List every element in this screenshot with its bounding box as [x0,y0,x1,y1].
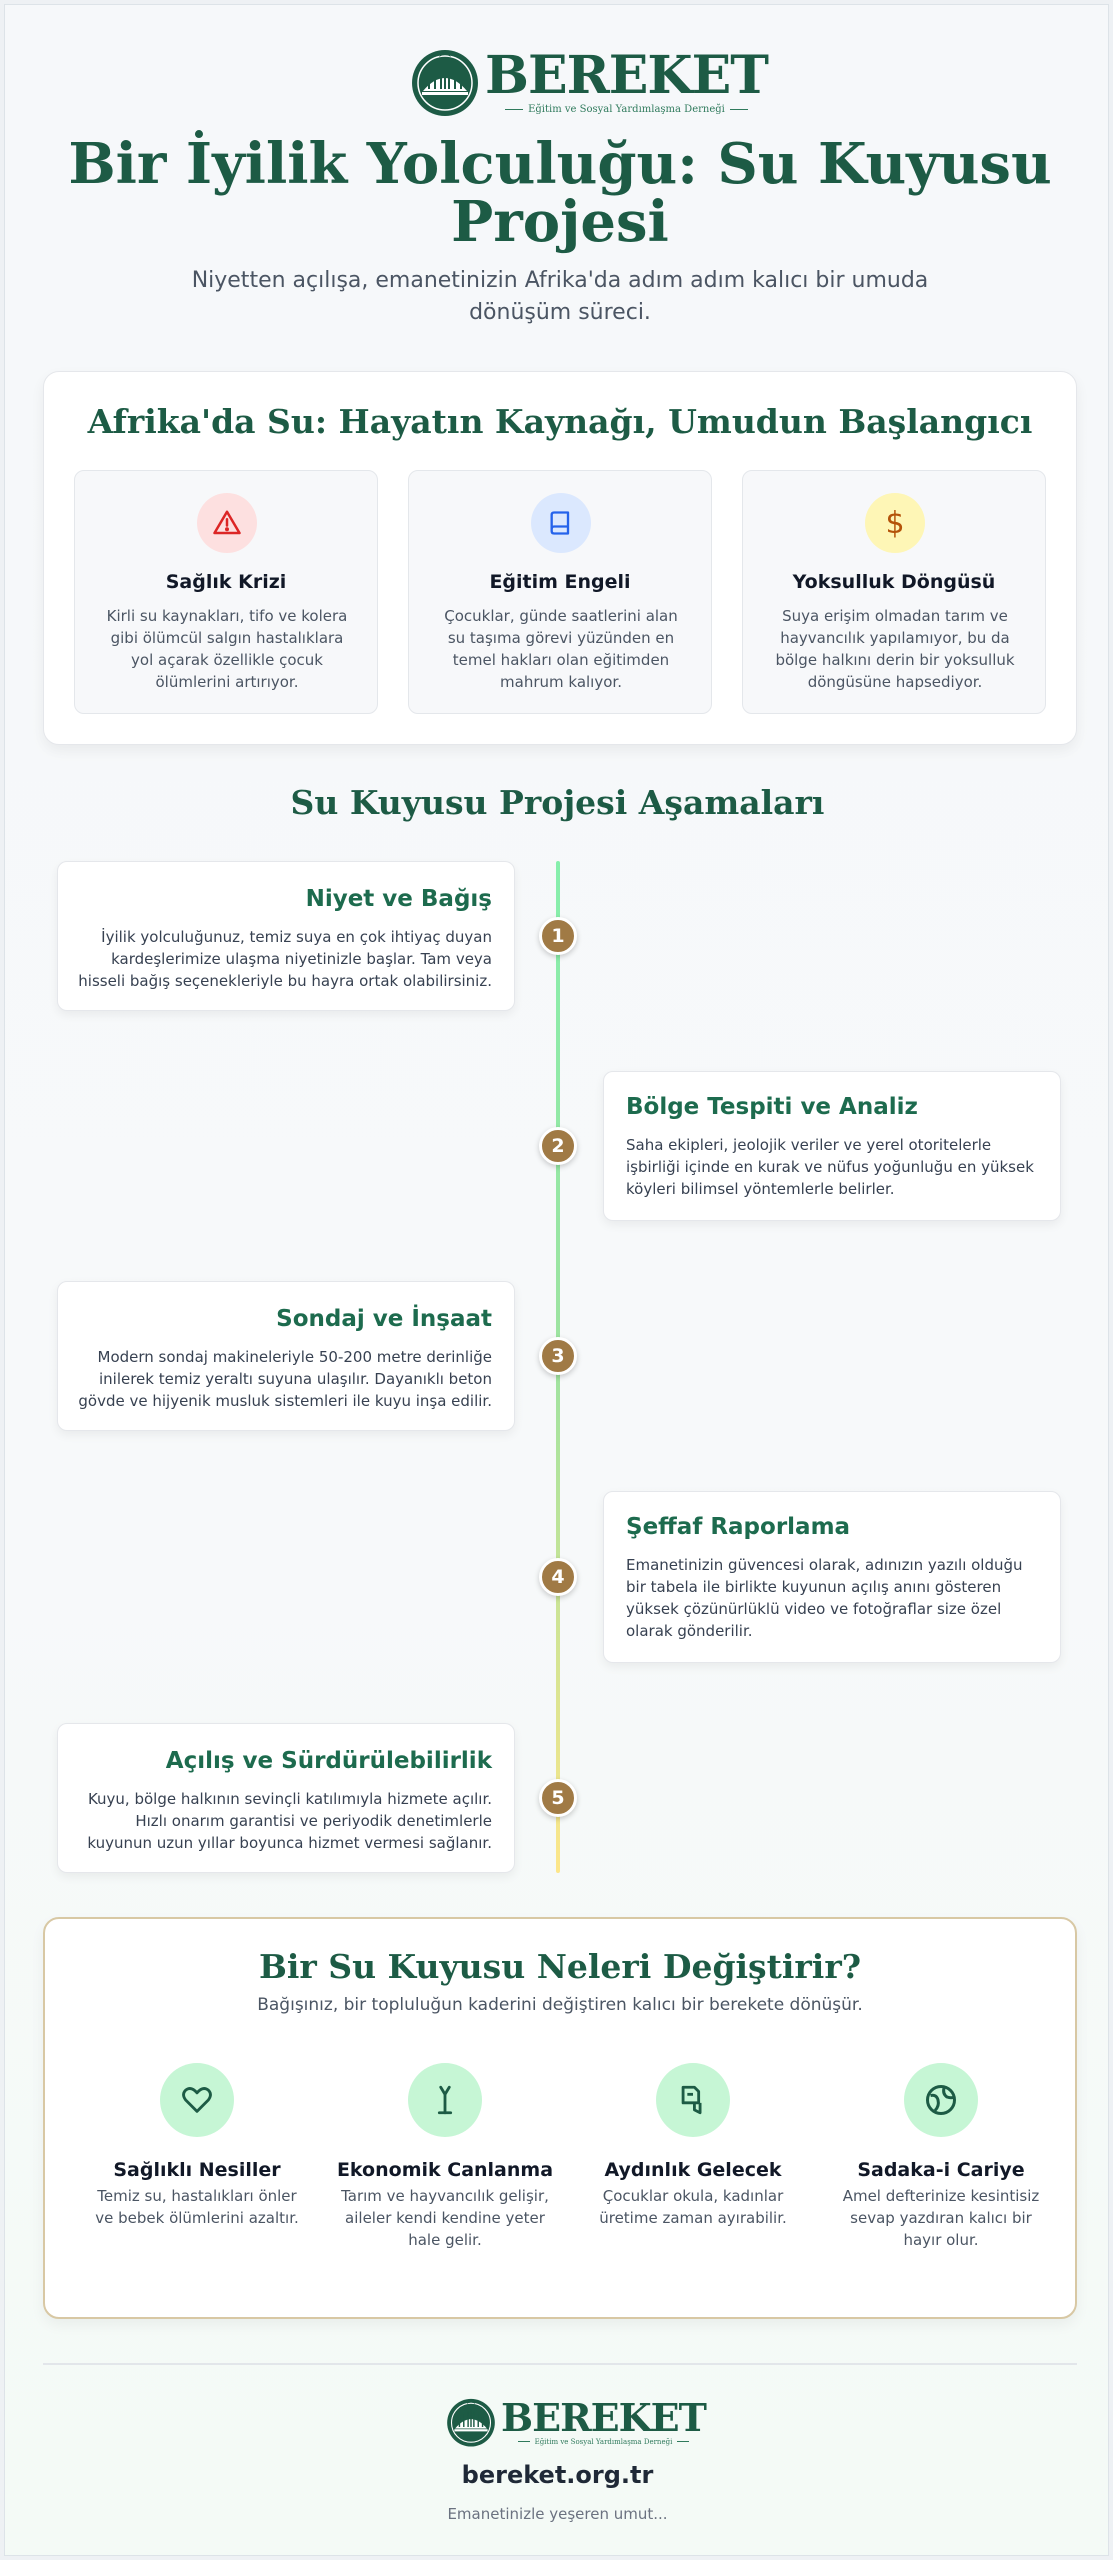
warning-icon [197,493,257,553]
benefit-text: Temiz su, hastalıkları önler ve bebek ölümlerini azaltır. [95,2187,299,2227]
dollar-icon: $ [865,493,925,553]
stage-title: Niyet ve Bağış [305,886,492,912]
stage-title: Şeffaf Raporlama [626,1514,851,1540]
issue-title: Eğitim Engeli [489,571,631,593]
benefit-title: Ekonomik Canlanma [336,2159,554,2181]
benefit-economy [335,2063,555,2251]
stage-title: Bölge Tespiti ve Analiz [626,1094,918,1120]
benefit-text: Amel defterinize kesintisiz sevap yazdıran kalıcı bir hayır olur. [842,2187,1040,2249]
stage-marker-3: 3 [539,1337,577,1375]
book-icon [531,493,591,553]
benefit-charity [831,2063,1051,2251]
impact-card-subtitle: Bağışınız, bir topluluğun kaderini değiştiren kalıcı bir berekete dönüşür. [257,1995,863,2015]
stage-card-5 [57,1723,515,1873]
sprout-icon [408,2063,482,2137]
globe-icon [904,2063,978,2137]
stage-marker-4: 4 [539,1558,577,1596]
stage-marker-5: 5 [539,1779,577,1817]
benefit-title: Aydınlık Gelecek [604,2159,782,2181]
stage-text: Kuyu, bölge halkının sevinçli katılımıyla hizmete açılır. Hızlı onarım garantisi ve periyodik denetimlerle kuyunun uzun yıllar boyunca hizmet vermesi sağlanır. [87,1790,492,1852]
stage-marker-1: 1 [539,917,577,955]
issue-text: Kirli su kaynakları, tifo ve kolera gibi ölümcül salgın hastalıklara yol açarak özellikle çocuk ölümlerini artırıyor. [106,607,348,691]
issue-card-education [408,470,712,714]
stages-title: Su Kuyusu Projesi Aşamaları [290,783,825,822]
benefit-text: Çocuklar okula, kadınlar üretime zaman ayırabilir. [599,2187,787,2227]
stage-text: Modern sondaj makineleriyle 50-200 metre derinliğe inilerek temiz yeraltı suyuna ulaşılır. Dayanıklı beton gövde ve hijyenik musluk sistemleri ile kuyu inşa edilir. [78,1348,492,1410]
footer-tagline: Emanetinizle yeşeren umut... [447,2505,668,2523]
issue-text: Suya erişim olmadan tarım ve hayvancılık yapılamıyor, bu da bölge halkını derin bir yoksulluk döngüsüne hapsediyor. [775,607,1015,691]
impact-card-title: Bir Su Kuyusu Neleri Değiştirir? [258,1947,862,1986]
brand-name: BEREKET [485,44,768,106]
page-title: Bir İyilik Yolculuğu: Su Kuyusu Projesi [68,131,1052,255]
footer-logo[interactable] [445,2395,706,2449]
website-link[interactable]: bereket.org.tr [461,2461,654,2489]
header-logo[interactable] [409,45,768,119]
benefit-future [583,2063,803,2229]
issue-title: Sağlık Krizi [165,571,287,593]
school-icon [656,2063,730,2137]
brand-name: BEREKET [501,2394,706,2440]
stage-card-3 [57,1281,515,1431]
page [4,4,1109,2556]
heart-icon [160,2063,234,2137]
benefit-text: Tarım ve hayvancılık gelişir, aileler kendi kendine yeter hale gelir. [341,2187,549,2249]
benefit-title: Sadaka-i Cariye [857,2159,1025,2181]
footer-divider [43,2363,1077,2365]
stage-text: İyilik yolculuğunuz, temiz suya en çok ihtiyaç duyan kardeşlerimize ulaşma niyetinizle başlar. Tam veya hisseli bağış seçenekleriyle bu hayra ortak olabilirsiniz. [78,928,492,990]
stage-marker-2: 2 [539,1127,577,1165]
africa-card-title: Afrika'da Su: Hayatın Kaynağı, Umudun Başlangıcı [87,402,1033,441]
benefit-health [87,2063,307,2229]
issue-card-poverty [742,470,1046,714]
issue-title: Yoksulluk Döngüsü [792,571,996,593]
issue-text: Çocuklar, günde saatlerini alan su taşıma görevi yüzünden en temel hakları olan eğitimden mahrum kalıyor. [444,607,678,691]
stage-card-4 [603,1491,1061,1663]
brand-tagline: Eğitim ve Sosyal Yardımlaşma Derneği [528,103,725,115]
impact-card [43,1917,1077,2319]
stage-title: Açılış ve Sürdürülebilirlik [165,1748,492,1774]
stage-text: Emanetinizin güvencesi olarak, adınızın yazılı olduğu bir tabela ile birlikte kuyunun açılış anını gösteren yüksek çözünürlüklü video ve fotoğraflar size özel olarak gönderilir. [626,1556,1023,1640]
africa-water-card [43,371,1077,745]
stage-card-1 [57,861,515,1011]
brand-tagline: Eğitim ve Sosyal Yardımlaşma Derneği [534,2437,673,2446]
benefit-title: Sağlıklı Nesiller [113,2159,281,2181]
stage-card-2 [603,1071,1061,1221]
stage-title: Sondaj ve İnşaat [276,1306,492,1332]
page-subtitle: Niyetten açılışa, emanetinizin Afrika'da adım adım kalıcı bir umuda dönüşüm süreci. [191,268,929,325]
issue-card-health [74,470,378,714]
logo-emblem-icon [409,45,481,119]
logo-emblem-icon [445,2395,497,2449]
stage-text: Saha ekipleri, jeolojik veriler ve yerel otoritelerle işbirliği içinde en kurak ve nüfus yoğunluğu en yüksek köyleri bilimsel yöntemlerle belirler. [626,1136,1034,1198]
